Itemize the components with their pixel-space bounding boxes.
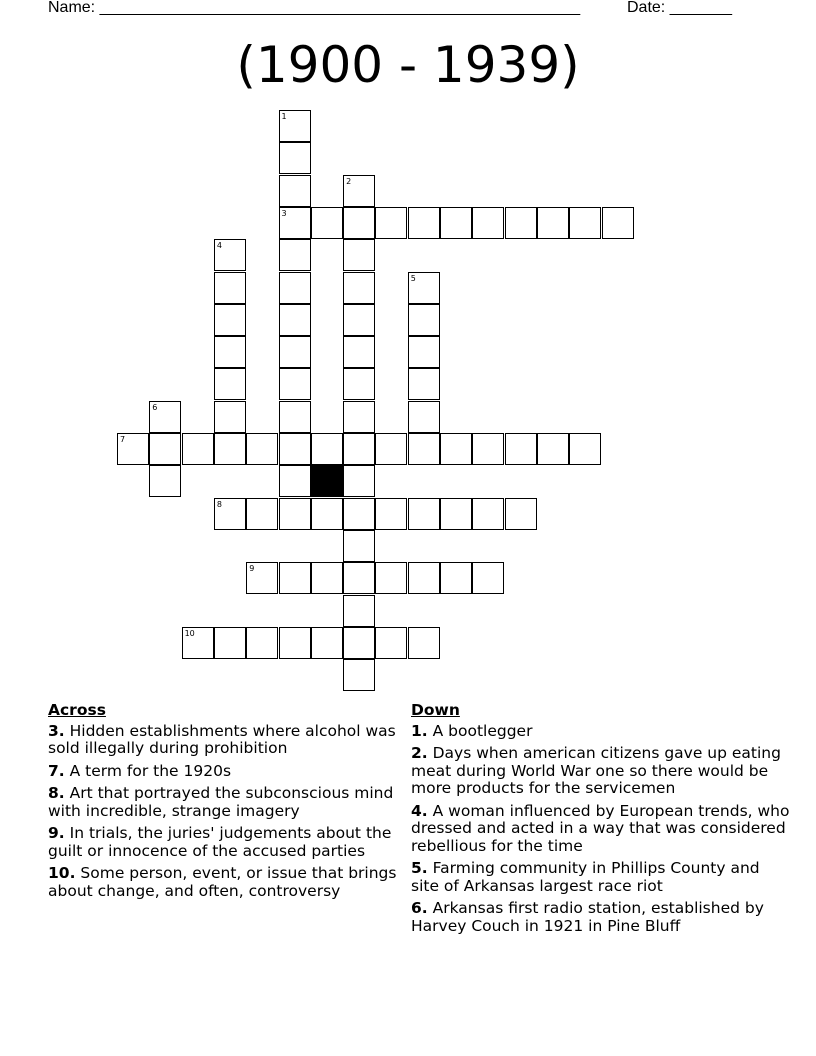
grid-cell[interactable] — [246, 562, 278, 594]
grid-cell[interactable] — [472, 433, 504, 465]
grid-cell[interactable] — [505, 207, 537, 239]
grid-cell[interactable] — [343, 239, 375, 271]
grid-cell[interactable] — [246, 627, 278, 659]
grid-cell[interactable] — [440, 433, 472, 465]
grid-cell[interactable] — [472, 498, 504, 530]
grid-cell[interactable] — [279, 465, 311, 497]
grid-cell[interactable] — [279, 110, 311, 142]
cell-number: 7 — [120, 435, 126, 444]
grid-cell[interactable] — [343, 659, 375, 691]
grid-cell[interactable] — [408, 207, 440, 239]
cell-number: 8 — [216, 499, 222, 509]
clue-item: 2. Days when american citizens gave up eating meat during World War one so there would be more products for the servicemen — [411, 744, 781, 797]
grid-cell[interactable] — [343, 175, 375, 207]
cell-number: 6 — [152, 402, 158, 412]
grid-cell[interactable] — [375, 627, 407, 659]
grid-cell[interactable] — [311, 498, 343, 530]
grid-cell[interactable] — [214, 272, 246, 304]
grid-cell[interactable] — [505, 498, 537, 530]
grid-cell[interactable] — [279, 433, 311, 465]
grid-cell[interactable] — [149, 401, 181, 433]
grid-cell[interactable] — [343, 272, 375, 304]
grid-cell[interactable] — [311, 562, 343, 594]
grid-cell[interactable] — [343, 433, 375, 465]
cell-number: 3 — [281, 208, 287, 218]
grid-cell[interactable] — [279, 401, 311, 433]
grid-cell[interactable] — [279, 207, 311, 239]
clue-item: 10. Some person, event, or issue that brings about change, and often, controversy — [48, 864, 397, 900]
grid-cell[interactable] — [343, 304, 375, 336]
name-label: Name: ______________________________________________________ — [48, 0, 581, 16]
grid-cell[interactable] — [569, 207, 601, 239]
cell-number: 1 — [281, 112, 287, 121]
page-title: (1900 - 1939) — [236, 36, 580, 94]
grid-cell[interactable] — [602, 207, 634, 239]
grid-cell[interactable] — [149, 465, 181, 497]
grid-cell[interactable] — [343, 336, 375, 368]
cell-number: 9 — [249, 564, 255, 574]
grid-cell[interactable] — [279, 239, 311, 271]
grid-cell[interactable] — [246, 433, 278, 465]
grid-cell[interactable] — [214, 433, 246, 465]
grid-cell[interactable] — [343, 562, 375, 594]
grid-cell[interactable] — [343, 627, 375, 659]
grid-cell[interactable] — [279, 272, 311, 304]
grid-cell[interactable] — [311, 627, 343, 659]
grid-cell[interactable] — [311, 433, 343, 465]
grid-cell[interactable] — [408, 368, 440, 400]
grid-cell[interactable] — [408, 272, 440, 304]
grid-cell[interactable] — [343, 465, 375, 497]
grid-cell[interactable] — [408, 498, 440, 530]
black-cell — [311, 465, 343, 497]
cell-number: 10 — [184, 628, 195, 638]
grid-cell[interactable] — [214, 239, 246, 271]
clue-item: 1. A bootlegger — [411, 721, 533, 740]
grid-cell[interactable] — [149, 433, 181, 465]
grid-cell[interactable] — [408, 304, 440, 336]
grid-cell[interactable] — [214, 336, 246, 368]
grid-cell[interactable] — [343, 368, 375, 400]
grid-cell[interactable] — [214, 401, 246, 433]
clue-item: 5. Farming community in Phillips County and site of Arkansas largest race riot — [411, 859, 760, 895]
cell-number: 4 — [216, 241, 222, 251]
grid-cell[interactable] — [117, 433, 149, 465]
grid-cell[interactable] — [279, 498, 311, 530]
grid-cell[interactable] — [182, 433, 214, 465]
grid-cell[interactable] — [246, 498, 278, 530]
grid-cell[interactable] — [408, 336, 440, 368]
grid-cell[interactable] — [472, 562, 504, 594]
clue-item: 9. In trials, the juries' judgements about the guilt or innocence of the accused parties — [48, 824, 392, 860]
grid-cell[interactable] — [440, 498, 472, 530]
grid-cell[interactable] — [408, 433, 440, 465]
grid-cell[interactable] — [343, 530, 375, 562]
grid-cell[interactable] — [440, 207, 472, 239]
grid-cell[interactable] — [408, 627, 440, 659]
grid-cell[interactable] — [182, 627, 214, 659]
date-label: Date: _______ — [627, 0, 732, 16]
grid-cell[interactable] — [408, 401, 440, 433]
grid-cell[interactable] — [214, 304, 246, 336]
across-heading: Across — [48, 701, 106, 719]
grid-cell[interactable] — [505, 433, 537, 465]
grid-cell[interactable] — [375, 207, 407, 239]
grid-cell[interactable] — [375, 433, 407, 465]
clue-item: 6. Arkansas first radio station, established by Harvey Couch in 1921 in Pine Bluff — [411, 899, 764, 935]
grid-cell[interactable] — [214, 498, 246, 530]
grid-cell[interactable] — [343, 498, 375, 530]
grid-cell[interactable] — [343, 595, 375, 627]
grid-cell[interactable] — [214, 627, 246, 659]
grid-cell[interactable] — [408, 562, 440, 594]
across-clues — [48, 702, 408, 905]
grid-cell[interactable] — [569, 433, 601, 465]
grid-cell[interactable] — [279, 142, 311, 174]
grid-cell[interactable] — [214, 368, 246, 400]
grid-cell[interactable] — [279, 175, 311, 207]
grid-cell[interactable] — [279, 562, 311, 594]
grid-cell[interactable] — [343, 207, 375, 239]
grid-cell[interactable] — [537, 433, 569, 465]
grid-cell[interactable] — [375, 498, 407, 530]
grid-cell[interactable] — [343, 401, 375, 433]
cell-number: 5 — [410, 273, 416, 283]
grid-cell[interactable] — [279, 304, 311, 336]
grid-cell[interactable] — [279, 368, 311, 400]
down-heading: Down — [411, 701, 460, 719]
down-clues — [411, 702, 791, 940]
grid-cell[interactable] — [311, 207, 343, 239]
clue-item: 8. Art that portrayed the subconscious mind with incredible, strange imagery — [48, 784, 394, 820]
grid-cell[interactable] — [279, 627, 311, 659]
grid-cell[interactable] — [472, 207, 504, 239]
grid-cell[interactable] — [537, 207, 569, 239]
grid-cell[interactable] — [375, 562, 407, 594]
cell-number: 2 — [346, 176, 352, 186]
clue-item: 3. Hidden establishments where alcohol was sold illegally during prohibition — [48, 721, 396, 757]
grid-cell[interactable] — [279, 336, 311, 368]
grid-cell[interactable] — [440, 562, 472, 594]
clue-item: 4. A woman influenced by European trends, who dressed and acted in a way that was considered rebellious for the time — [411, 801, 790, 855]
clue-item: 7. A term for the 1920s — [48, 761, 232, 780]
